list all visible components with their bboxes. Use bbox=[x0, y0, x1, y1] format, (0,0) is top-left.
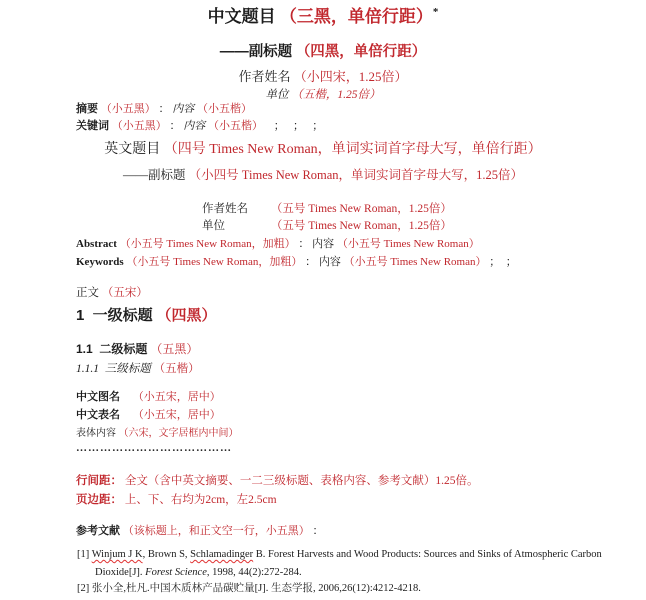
table-body-line bbox=[76, 428, 239, 441]
page-margins-note bbox=[76, 493, 277, 507]
chinese-abstract-line bbox=[76, 103, 252, 117]
keywords-colon: ： bbox=[169, 120, 181, 132]
abstract-en-content-format-note: （小五号 Times New Roman） bbox=[336, 238, 480, 250]
chinese-subtitle: ——副标题 bbox=[219, 44, 293, 60]
abstract-en-colon: ： bbox=[298, 238, 310, 250]
heading1-text: 1 一级标题 bbox=[76, 307, 153, 324]
chinese-affiliation-line bbox=[0, 88, 646, 102]
heading3-text: 1.1.1 三级标题 bbox=[76, 363, 151, 375]
chinese-title: 中文题目 bbox=[207, 7, 276, 26]
figure-name-line bbox=[76, 391, 221, 405]
keywords-en-label-format-note: （小五号 Times New Roman，加粗） bbox=[126, 256, 303, 268]
page-margins-text: 上、下、右均为2cm，左2.5cm bbox=[124, 494, 277, 506]
table-name-format-note: （小五宋，居中） bbox=[132, 409, 221, 421]
keywords-en-content-format-note: （小五号 Times New Roman） bbox=[343, 256, 487, 268]
references-heading-line bbox=[76, 525, 324, 539]
abstract-label-format-note: （小五黑） bbox=[100, 103, 156, 115]
reference-1-mid1: , Brown S, bbox=[142, 549, 191, 560]
keywords-content-placeholder: 内容 bbox=[183, 120, 206, 132]
english-affiliation-label: 单位 bbox=[202, 220, 225, 232]
reference-2-number: [2] bbox=[77, 583, 92, 594]
english-author-line bbox=[202, 202, 452, 216]
reference-2-text: 张小全,杜凡.中国木质林产品碳贮量[J]. 生态学报, 2006,26(12):4212-4218. bbox=[91, 583, 421, 594]
keywords-en-colon: ： bbox=[305, 256, 317, 268]
reference-item-2 bbox=[77, 582, 421, 595]
heading1-line bbox=[76, 307, 216, 326]
english-subtitle: ——副标题 bbox=[123, 168, 186, 182]
body-text-line bbox=[76, 286, 148, 300]
line-spacing-note bbox=[76, 474, 479, 488]
dotted-filler-line: ………………………………… bbox=[76, 442, 232, 454]
english-subtitle-line bbox=[0, 166, 646, 185]
chinese-subtitle-format-note: （四黑，单倍行距） bbox=[295, 44, 427, 60]
keywords-en-content-placeholder: 内容 bbox=[318, 256, 341, 268]
reference-1-author2: Schlamadinger bbox=[190, 549, 254, 560]
keywords-label-en: Keywords bbox=[76, 256, 124, 268]
english-abstract-line bbox=[76, 238, 480, 252]
references-heading: 参考文献 bbox=[76, 525, 120, 537]
english-keywords-line bbox=[76, 256, 517, 270]
table-name-line bbox=[76, 409, 221, 423]
chinese-keywords-line bbox=[76, 120, 323, 134]
keywords-separators: ； ； ； bbox=[273, 120, 324, 132]
table-body-format-note: （六宋，文字居框内中间） bbox=[118, 428, 239, 439]
english-author-format-note: （五号 Times New Roman，1.25倍） bbox=[270, 203, 452, 215]
keywords-en-separators: ； ； bbox=[489, 256, 517, 268]
heading3-line bbox=[76, 362, 200, 376]
chinese-subtitle-line bbox=[0, 43, 646, 61]
reference-item-1 bbox=[77, 546, 643, 582]
keywords-label-format-note: （小五黑） bbox=[111, 120, 167, 132]
chinese-title-line bbox=[0, 6, 646, 27]
heading2-line bbox=[76, 342, 198, 357]
line-spacing-text: 全文（含中英文摘要、一二三级标题、表格内容、参考文献）1.25倍。 bbox=[124, 475, 479, 487]
reference-1-author1: Winjum J K bbox=[91, 549, 143, 560]
figure-name-label: 中文图名 bbox=[76, 391, 120, 403]
english-title: 英文题目 bbox=[104, 142, 161, 157]
title-footnote-asterisk: * bbox=[432, 6, 439, 18]
abstract-colon: ： bbox=[158, 103, 170, 115]
abstract-en-label-format-note: （小五号 Times New Roman，加粗） bbox=[119, 238, 296, 250]
abstract-en-content-placeholder: 内容 bbox=[312, 238, 335, 250]
page-margins-label: 页边距： bbox=[76, 494, 122, 506]
figure-name-format-note: （小五宋，居中） bbox=[132, 391, 221, 403]
chinese-author: 作者姓名 bbox=[238, 69, 291, 84]
english-title-format-note: （四号 Times New Roman，单词实词首字母大写，单倍行距） bbox=[163, 142, 542, 157]
heading2-text: 1.1 二级标题 bbox=[76, 342, 148, 356]
english-subtitle-format-note: （小四号 Times New Roman，单词实词首字母大写，1.25倍） bbox=[188, 168, 523, 182]
heading1-format-note: （四黑） bbox=[156, 307, 217, 324]
abstract-label-zh: 摘要 bbox=[76, 103, 98, 115]
reference-1-title: B. Forest Harvests and Wood Products: Sources and Sinks of Atmospheric Carbon Dioxide[J]. bbox=[95, 549, 602, 578]
chinese-author-format-note: （小四宋，1.25倍） bbox=[293, 69, 408, 84]
line-spacing-label: 行间距： bbox=[76, 475, 122, 487]
english-affiliation-format-note: （五号 Times New Roman，1.25倍） bbox=[270, 220, 452, 232]
english-affiliation-line bbox=[202, 219, 452, 233]
reference-1-tail: , 1998, 44(2):272-284. bbox=[206, 566, 302, 578]
reference-1-journal: Forest Science bbox=[145, 566, 207, 578]
reference-1-number: [1] bbox=[77, 549, 92, 560]
chinese-author-line bbox=[0, 69, 646, 85]
abstract-content-format-note: （小五楷） bbox=[197, 103, 252, 115]
keywords-content-format-note: （小五楷） bbox=[208, 120, 263, 132]
abstract-label-en: Abstract bbox=[76, 238, 117, 250]
chinese-affiliation-format-note: （五楷，1.25倍） bbox=[291, 89, 381, 101]
references-format-note: （该标题上，和正文空一行，小五黑） bbox=[122, 525, 310, 537]
body-text-format-note: （五宋） bbox=[101, 287, 148, 299]
keywords-label-zh: 关键词 bbox=[76, 120, 109, 132]
abstract-content-placeholder: 内容 bbox=[172, 103, 195, 115]
chinese-title-format-note: （三黑，单倍行距） bbox=[279, 7, 433, 26]
references-colon: ： bbox=[312, 525, 324, 537]
table-body-label: 表体内容 bbox=[76, 428, 116, 439]
table-name-label: 中文表名 bbox=[76, 409, 120, 421]
chinese-affiliation: 单位 bbox=[265, 89, 289, 101]
heading3-format-note: （五楷） bbox=[153, 363, 200, 375]
body-text-label: 正文 bbox=[76, 287, 99, 299]
english-author-label: 作者姓名 bbox=[202, 203, 248, 215]
heading2-format-note: （五黑） bbox=[150, 342, 199, 356]
english-title-line bbox=[0, 141, 646, 159]
